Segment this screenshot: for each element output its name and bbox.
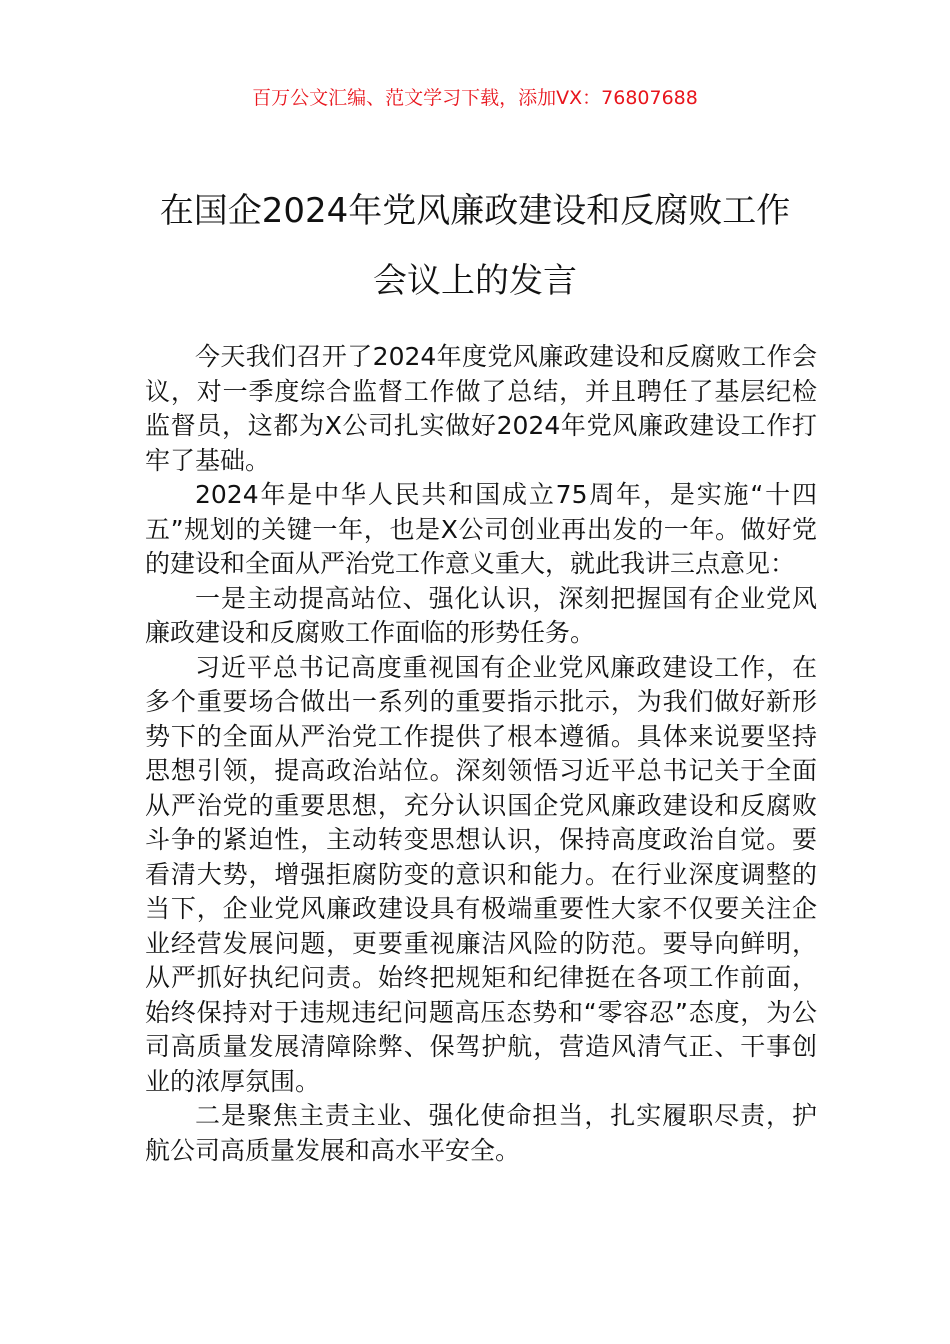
document-title: [120, 176, 830, 316]
document-body: [145, 340, 817, 1168]
paragraph-point-one-body: 习近平总书记高度重视国有企业党风廉政建设工作，在多个重要场合做出一系列的重要指示批示，为我们做好新形势下的全面从严治党工作提供了根本遵循。具体来说要坚持思想引领，提高政治站位。深刻领悟习近平总书记关于全面从严治党的重要思想，充分认识国企党风廉政建设和反腐败斗争的紧迫性，主动转变思想认识，保持高度政治自觉。要看清大势，增强拒腐防变的意识和能力。在行业深度调整的当下，企业党风廉政建设具有极端重要性大家不仅要关注企业经营发展问题，更要重视廉洁风险的防范。要导向鲜明，从严抓好执纪问责。始终把规矩和纪律挺在各项工作前面，始终保持对于违规违纪问题高压态势和“零容忍”态度，为公司高质量发展清障除弊、保驾护航，营造风清气正、干事创业的浓厚氛围。: [145, 652, 817, 1096]
title-line-1: 在国企2024年党风廉政建设和反腐败工作: [159, 191, 791, 231]
title-line-2: 会议上的发言: [373, 261, 577, 301]
header-watermark-note: 百万公文汇编、范文学习下载，添加VX：76807688: [252, 87, 698, 109]
paragraph-point-one-heading: 一是主动提高站位、强化认识，深刻把握国有企业党风廉政建设和反腐败工作面临的形势任务。: [145, 583, 817, 647]
paragraph-point-two-heading: 二是聚焦主责主业、强化使命担当，扎实履职尽责，护航公司高质量发展和高水平安全。: [145, 1101, 817, 1165]
paragraph-background: 2024年是中华人民共和国成立75周年，是实施“十四五”规划的关键一年，也是X公司创业再出发的一年。做好党的建设和全面从严治党工作意义重大，就此我讲三点意见：: [145, 480, 817, 578]
paragraph-intro: 今天我们召开了2024年度党风廉政建设和反腐败工作会议，对一季度综合监督工作做了总结，并且聘任了基层纪检监督员，这都为X公司扎实做好2024年党风廉政建设工作打牢了基础。: [145, 342, 817, 475]
